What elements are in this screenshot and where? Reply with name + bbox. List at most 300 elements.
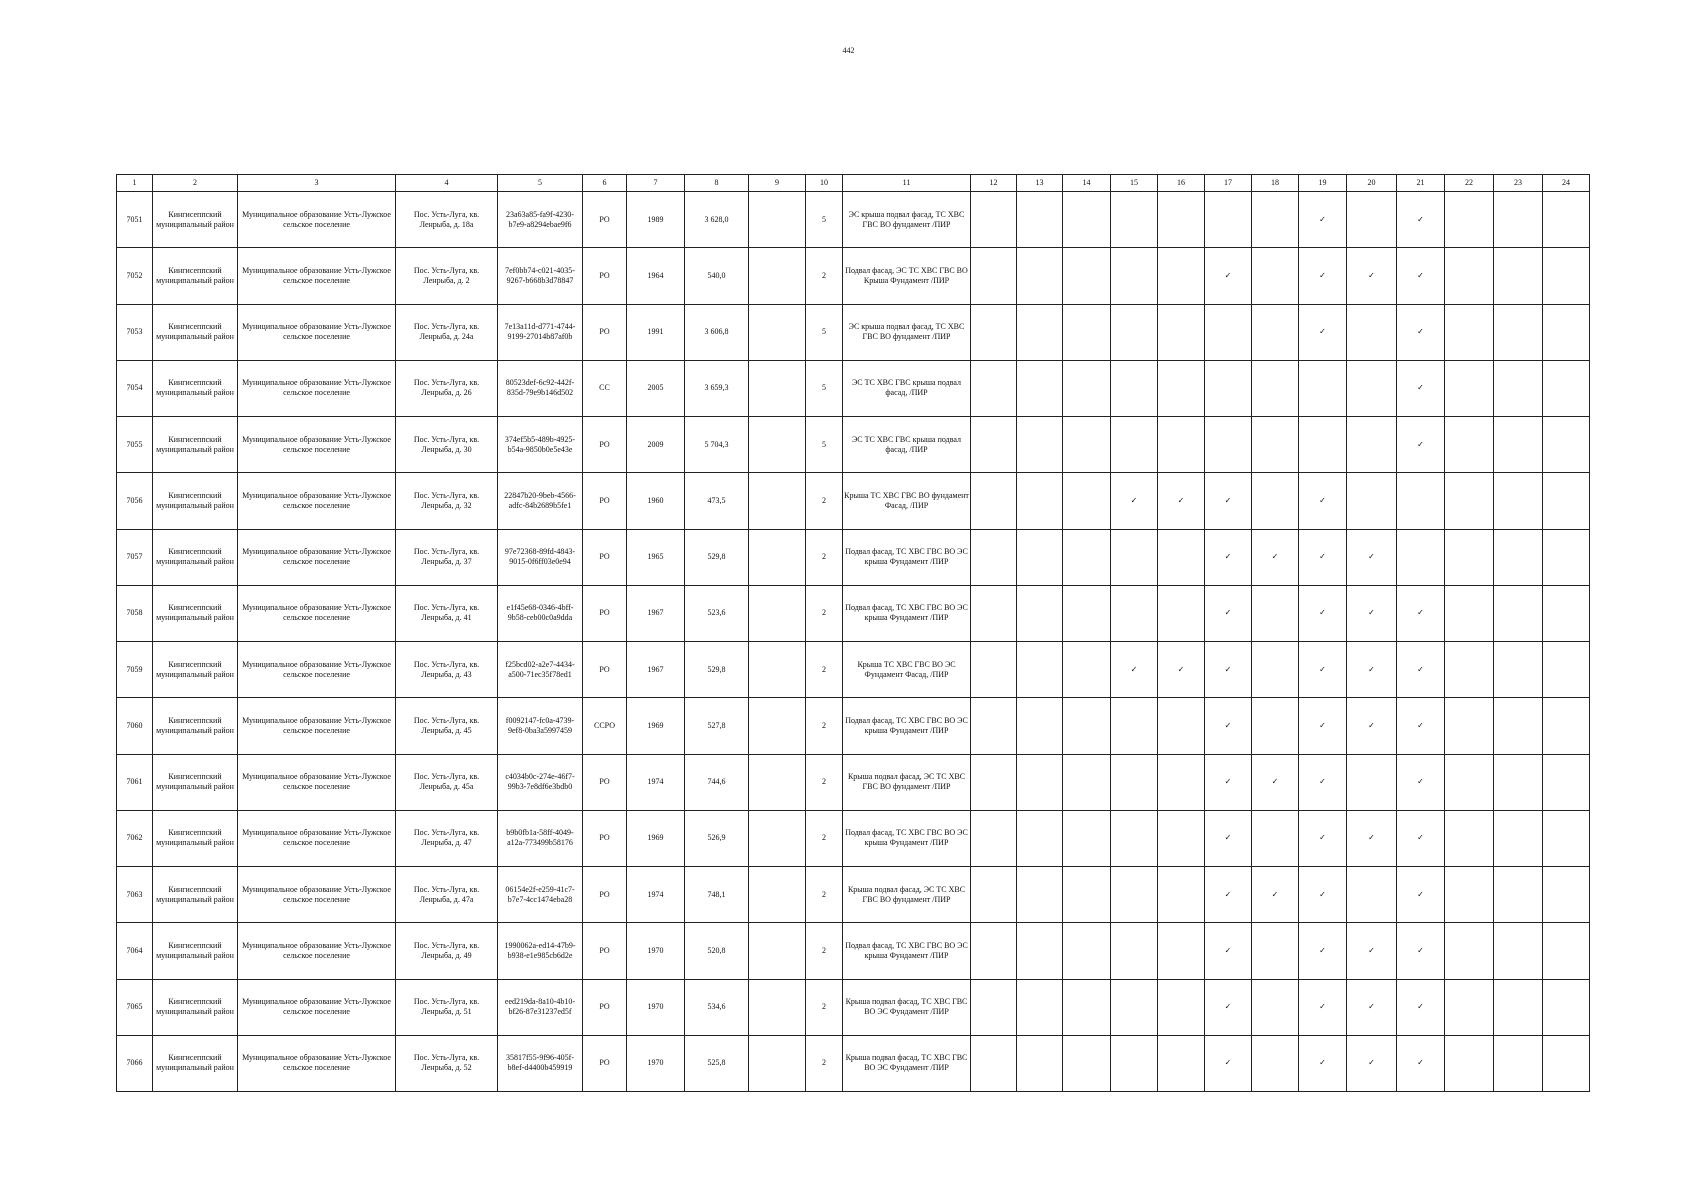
column-19-cell xyxy=(1299,529,1347,585)
column-21-cell xyxy=(1397,585,1445,641)
column-20-cell xyxy=(1347,979,1397,1035)
guid-cell: 35817f55-9f96-405f-b8ef-d4400b459919 xyxy=(498,1035,583,1091)
row-number-cell: 7058 xyxy=(117,585,153,641)
check-mark-icon: ✓ xyxy=(1368,720,1375,730)
district-cell: Кингисеппский муниципальный район xyxy=(153,529,238,585)
row-number-cell: 7064 xyxy=(117,923,153,979)
district-cell: Кингисеппский муниципальный район xyxy=(153,754,238,810)
column-24-cell xyxy=(1543,192,1590,248)
column-23-cell xyxy=(1494,473,1543,529)
works-cell: Крыша ТС ХВС ГВС ВО фундамент Фасад, /ПИР xyxy=(843,473,971,529)
works-cell: Крыша подвал фасад, ТС ХВС ГВС ВО ЭС Фундамент /ПИР xyxy=(843,979,971,1035)
works-cell: Подвал фасад, ТС ХВС ГВС ВО ЭС крыша Фундамент /ПИР xyxy=(843,698,971,754)
column-18-cell xyxy=(1252,754,1299,810)
column-13-cell xyxy=(1017,1035,1063,1091)
column-14-cell xyxy=(1063,529,1111,585)
data-table xyxy=(116,174,1590,1092)
column-22-cell xyxy=(1445,979,1494,1035)
year-cell: 1969 xyxy=(627,698,685,754)
column-9-cell xyxy=(749,754,806,810)
works-cell: Подвал фасад, ТС ХВС ГВС ВО ЭС крыша Фундамент /ПИР xyxy=(843,923,971,979)
column-24-cell xyxy=(1543,248,1590,304)
column-15-cell xyxy=(1111,192,1158,248)
column-19-cell xyxy=(1299,1035,1347,1091)
check-mark-icon: ✓ xyxy=(1319,1002,1326,1012)
column-12-cell xyxy=(971,304,1017,360)
column-9-cell xyxy=(749,417,806,473)
column-23-cell xyxy=(1494,642,1543,698)
floors-cell: 2 xyxy=(806,642,843,698)
works-cell: Подвал фасад, ТС ХВС ГВС ВО ЭС крыша Фундамент /ПИР xyxy=(843,810,971,866)
column-18-cell xyxy=(1252,417,1299,473)
ownership-cell: РО xyxy=(583,867,627,923)
column-16-cell xyxy=(1158,192,1205,248)
year-cell: 1964 xyxy=(627,248,685,304)
check-mark-icon: ✓ xyxy=(1224,1058,1232,1068)
area-cell: 5 704,3 xyxy=(685,417,749,473)
check-mark-icon: ✓ xyxy=(1417,777,1424,787)
column-24-cell xyxy=(1543,979,1590,1035)
column-header: 18 xyxy=(1252,175,1299,192)
column-18-cell xyxy=(1252,473,1299,529)
municipality-cell: Муниципальное образование Усть-Лужское сельское поселение xyxy=(238,810,396,866)
column-15-cell xyxy=(1111,473,1158,529)
column-21-cell xyxy=(1397,923,1445,979)
column-9-cell xyxy=(749,867,806,923)
check-mark-icon: ✓ xyxy=(1417,945,1424,955)
floors-cell: 2 xyxy=(806,585,843,641)
column-22-cell xyxy=(1445,698,1494,754)
floors-cell: 2 xyxy=(806,698,843,754)
table-row xyxy=(117,585,1590,641)
column-header: 17 xyxy=(1205,175,1252,192)
column-header: 20 xyxy=(1347,175,1397,192)
works-cell: Крыша подвал фасад, ЭС ТС ХВС ГВС ВО фундамент /ПИР xyxy=(843,754,971,810)
column-9-cell xyxy=(749,1035,806,1091)
check-mark-icon: ✓ xyxy=(1319,833,1326,843)
column-24-cell xyxy=(1543,473,1590,529)
column-22-cell xyxy=(1445,585,1494,641)
column-header: 21 xyxy=(1397,175,1445,192)
column-12-cell xyxy=(971,923,1017,979)
column-20-cell xyxy=(1347,810,1397,866)
column-20-cell xyxy=(1347,754,1397,810)
address-cell: Пос. Усть-Луга, кв. Ленрыба, д. 47 xyxy=(396,810,498,866)
ownership-cell: РО xyxy=(583,585,627,641)
column-17-cell xyxy=(1205,642,1252,698)
check-mark-icon: ✓ xyxy=(1130,495,1138,505)
column-22-cell xyxy=(1445,810,1494,866)
address-cell: Пос. Усть-Луга, кв. Ленрыба, д. 37 xyxy=(396,529,498,585)
address-cell: Пос. Усть-Луга, кв. Ленрыба, д. 41 xyxy=(396,585,498,641)
column-23-cell xyxy=(1494,192,1543,248)
column-21-cell xyxy=(1397,642,1445,698)
column-16-cell xyxy=(1158,1035,1205,1091)
year-cell: 1967 xyxy=(627,642,685,698)
address-cell: Пос. Усть-Луга, кв. Ленрыба, д. 43 xyxy=(396,642,498,698)
column-14-cell xyxy=(1063,1035,1111,1091)
column-19-cell xyxy=(1299,810,1347,866)
column-header: 3 xyxy=(238,175,396,192)
ownership-cell: РО xyxy=(583,192,627,248)
column-22-cell xyxy=(1445,754,1494,810)
year-cell: 1967 xyxy=(627,585,685,641)
column-13-cell xyxy=(1017,529,1063,585)
column-17-cell xyxy=(1205,979,1252,1035)
address-cell: Пос. Усть-Луга, кв. Ленрыба, д. 24а xyxy=(396,304,498,360)
area-cell: 526,9 xyxy=(685,810,749,866)
column-16-cell xyxy=(1158,529,1205,585)
works-cell: ЭС крыша подвал фасад, ТС ХВС ГВС ВО фундамент /ПИР xyxy=(843,192,971,248)
column-17-cell xyxy=(1205,810,1252,866)
guid-cell: 97e72368-89fd-4843-9015-0f6ff03e0e94 xyxy=(498,529,583,585)
district-cell: Кингисеппский муниципальный район xyxy=(153,979,238,1035)
column-13-cell xyxy=(1017,754,1063,810)
column-12-cell xyxy=(971,192,1017,248)
column-9-cell xyxy=(749,585,806,641)
guid-cell: b9b0fb1a-58ff-4049-a12a-773499b58176 xyxy=(498,810,583,866)
column-header: 14 xyxy=(1063,175,1111,192)
column-15-cell xyxy=(1111,417,1158,473)
check-mark-icon: ✓ xyxy=(1417,270,1424,280)
year-cell: 1970 xyxy=(627,979,685,1035)
column-12-cell xyxy=(971,473,1017,529)
area-cell: 540,0 xyxy=(685,248,749,304)
column-17-cell xyxy=(1205,867,1252,923)
column-13-cell xyxy=(1017,867,1063,923)
column-19-cell xyxy=(1299,585,1347,641)
column-13-cell xyxy=(1017,923,1063,979)
column-22-cell xyxy=(1445,867,1494,923)
column-9-cell xyxy=(749,529,806,585)
column-21-cell xyxy=(1397,754,1445,810)
area-cell: 3 628,0 xyxy=(685,192,749,248)
check-mark-icon: ✓ xyxy=(1224,889,1232,899)
column-15-cell xyxy=(1111,360,1158,416)
column-header: 6 xyxy=(583,175,627,192)
column-9-cell xyxy=(749,473,806,529)
works-cell: ЭС ТС ХВС ГВС крыша подвал фасад, /ПИР xyxy=(843,360,971,416)
column-19-cell xyxy=(1299,473,1347,529)
district-cell: Кингисеппский муниципальный район xyxy=(153,698,238,754)
row-number-cell: 7060 xyxy=(117,698,153,754)
column-19-cell xyxy=(1299,698,1347,754)
column-20-cell xyxy=(1347,473,1397,529)
column-14-cell xyxy=(1063,754,1111,810)
table-row xyxy=(117,248,1590,304)
column-13-cell xyxy=(1017,810,1063,866)
check-mark-icon: ✓ xyxy=(1224,1002,1232,1012)
column-23-cell xyxy=(1494,417,1543,473)
column-14-cell xyxy=(1063,979,1111,1035)
ownership-cell: РО xyxy=(583,473,627,529)
column-18-cell xyxy=(1252,810,1299,866)
check-mark-icon: ✓ xyxy=(1319,552,1326,562)
column-16-cell xyxy=(1158,360,1205,416)
column-18-cell xyxy=(1252,642,1299,698)
column-18-cell xyxy=(1252,304,1299,360)
works-cell: Крыша подвал фасад, ТС ХВС ГВС ВО ЭС Фундамент /ПИР xyxy=(843,1035,971,1091)
municipality-cell: Муниципальное образование Усть-Лужское сельское поселение xyxy=(238,754,396,810)
column-header: 7 xyxy=(627,175,685,192)
floors-cell: 2 xyxy=(806,529,843,585)
column-23-cell xyxy=(1494,360,1543,416)
column-18-cell xyxy=(1252,360,1299,416)
column-15-cell xyxy=(1111,248,1158,304)
column-20-cell xyxy=(1347,1035,1397,1091)
check-mark-icon: ✓ xyxy=(1319,720,1326,730)
column-21-cell xyxy=(1397,417,1445,473)
check-mark-icon: ✓ xyxy=(1319,495,1326,505)
column-16-cell xyxy=(1158,304,1205,360)
column-21-cell xyxy=(1397,473,1445,529)
municipality-cell: Муниципальное образование Усть-Лужское сельское поселение xyxy=(238,248,396,304)
guid-cell: 7ef0bb74-c021-4035-9267-b668b3d78847 xyxy=(498,248,583,304)
column-21-cell xyxy=(1397,1035,1445,1091)
column-15-cell xyxy=(1111,304,1158,360)
column-24-cell xyxy=(1543,698,1590,754)
column-18-cell xyxy=(1252,867,1299,923)
row-number-cell: 7066 xyxy=(117,1035,153,1091)
column-13-cell xyxy=(1017,642,1063,698)
municipality-cell: Муниципальное образование Усть-Лужское сельское поселение xyxy=(238,360,396,416)
column-13-cell xyxy=(1017,248,1063,304)
table-row xyxy=(117,360,1590,416)
column-16-cell xyxy=(1158,642,1205,698)
column-23-cell xyxy=(1494,923,1543,979)
column-12-cell xyxy=(971,867,1017,923)
floors-cell: 2 xyxy=(806,1035,843,1091)
column-9-cell xyxy=(749,304,806,360)
column-15-cell xyxy=(1111,810,1158,866)
column-14-cell xyxy=(1063,192,1111,248)
guid-cell: e1f45e68-0346-4bff-9b58-ceb00c0a9dda xyxy=(498,585,583,641)
check-mark-icon: ✓ xyxy=(1271,552,1279,562)
column-13-cell xyxy=(1017,979,1063,1035)
column-12-cell xyxy=(971,810,1017,866)
column-20-cell xyxy=(1347,923,1397,979)
column-header: 22 xyxy=(1445,175,1494,192)
guid-cell: 23a63a85-fa9f-4230-b7e9-a8294ebae9f6 xyxy=(498,192,583,248)
ownership-cell: РО xyxy=(583,754,627,810)
column-17-cell xyxy=(1205,1035,1252,1091)
ownership-cell: СС xyxy=(583,360,627,416)
guid-cell: 06154e2f-e259-41c7-b7e7-4cc1474eba28 xyxy=(498,867,583,923)
column-15-cell xyxy=(1111,1035,1158,1091)
floors-cell: 5 xyxy=(806,304,843,360)
column-24-cell xyxy=(1543,867,1590,923)
column-22-cell xyxy=(1445,473,1494,529)
column-14-cell xyxy=(1063,304,1111,360)
column-17-cell xyxy=(1205,698,1252,754)
column-13-cell xyxy=(1017,192,1063,248)
municipality-cell: Муниципальное образование Усть-Лужское сельское поселение xyxy=(238,698,396,754)
floors-cell: 2 xyxy=(806,754,843,810)
check-mark-icon: ✓ xyxy=(1368,1002,1375,1012)
ownership-cell: ССРО xyxy=(583,698,627,754)
column-17-cell xyxy=(1205,585,1252,641)
table-row xyxy=(117,754,1590,810)
column-21-cell xyxy=(1397,360,1445,416)
table-row xyxy=(117,417,1590,473)
year-cell: 1969 xyxy=(627,810,685,866)
column-9-cell xyxy=(749,979,806,1035)
district-cell: Кингисеппский муниципальный район xyxy=(153,585,238,641)
column-13-cell xyxy=(1017,473,1063,529)
column-20-cell xyxy=(1347,867,1397,923)
column-9-cell xyxy=(749,698,806,754)
column-13-cell xyxy=(1017,698,1063,754)
check-mark-icon: ✓ xyxy=(1417,327,1424,337)
check-mark-icon: ✓ xyxy=(1319,664,1326,674)
floors-cell: 2 xyxy=(806,923,843,979)
address-cell: Пос. Усть-Луга, кв. Ленрыба, д. 51 xyxy=(396,979,498,1035)
area-cell: 3 606,8 xyxy=(685,304,749,360)
ownership-cell: РО xyxy=(583,642,627,698)
column-18-cell xyxy=(1252,923,1299,979)
address-cell: Пос. Усть-Луга, кв. Ленрыба, д. 52 xyxy=(396,1035,498,1091)
column-21-cell xyxy=(1397,192,1445,248)
column-17-cell xyxy=(1205,304,1252,360)
district-cell: Кингисеппский муниципальный район xyxy=(153,642,238,698)
column-16-cell xyxy=(1158,698,1205,754)
column-17-cell xyxy=(1205,417,1252,473)
column-14-cell xyxy=(1063,248,1111,304)
municipality-cell: Муниципальное образование Усть-Лужское сельское поселение xyxy=(238,1035,396,1091)
works-cell: Подвал фасад, ЭС ТС ХВС ГВС ВО Крыша Фундамент /ПИР xyxy=(843,248,971,304)
year-cell: 1974 xyxy=(627,754,685,810)
check-mark-icon: ✓ xyxy=(1319,270,1326,280)
municipality-cell: Муниципальное образование Усть-Лужское сельское поселение xyxy=(238,417,396,473)
check-mark-icon: ✓ xyxy=(1417,889,1424,899)
column-12-cell xyxy=(971,417,1017,473)
column-19-cell xyxy=(1299,923,1347,979)
area-cell: 523,6 xyxy=(685,585,749,641)
row-number-cell: 7065 xyxy=(117,979,153,1035)
column-9-cell xyxy=(749,810,806,866)
column-14-cell xyxy=(1063,473,1111,529)
column-18-cell xyxy=(1252,979,1299,1035)
column-24-cell xyxy=(1543,1035,1590,1091)
column-24-cell xyxy=(1543,529,1590,585)
check-mark-icon: ✓ xyxy=(1368,945,1375,955)
column-23-cell xyxy=(1494,810,1543,866)
column-22-cell xyxy=(1445,248,1494,304)
column-22-cell xyxy=(1445,360,1494,416)
column-22-cell xyxy=(1445,304,1494,360)
column-24-cell xyxy=(1543,810,1590,866)
municipality-cell: Муниципальное образование Усть-Лужское сельское поселение xyxy=(238,867,396,923)
row-number-cell: 7051 xyxy=(117,192,153,248)
column-20-cell xyxy=(1347,529,1397,585)
area-cell: 520,8 xyxy=(685,923,749,979)
check-mark-icon: ✓ xyxy=(1177,664,1185,674)
column-15-cell xyxy=(1111,585,1158,641)
check-mark-icon: ✓ xyxy=(1368,833,1375,843)
ownership-cell: РО xyxy=(583,248,627,304)
row-number-cell: 7059 xyxy=(117,642,153,698)
check-mark-icon: ✓ xyxy=(1368,1058,1375,1068)
guid-cell: f0092147-fc0a-4739-9ef8-0ba3a5997459 xyxy=(498,698,583,754)
check-mark-icon: ✓ xyxy=(1417,439,1424,449)
check-mark-icon: ✓ xyxy=(1417,1002,1424,1012)
floors-cell: 5 xyxy=(806,360,843,416)
column-16-cell xyxy=(1158,810,1205,866)
check-mark-icon: ✓ xyxy=(1368,664,1375,674)
column-15-cell xyxy=(1111,923,1158,979)
column-18-cell xyxy=(1252,585,1299,641)
table-row xyxy=(117,304,1590,360)
column-16-cell xyxy=(1158,248,1205,304)
floors-cell: 5 xyxy=(806,192,843,248)
floors-cell: 5 xyxy=(806,417,843,473)
column-18-cell xyxy=(1252,1035,1299,1091)
column-17-cell xyxy=(1205,192,1252,248)
year-cell: 1960 xyxy=(627,473,685,529)
table-row xyxy=(117,473,1590,529)
column-17-cell xyxy=(1205,754,1252,810)
column-15-cell xyxy=(1111,754,1158,810)
column-18-cell xyxy=(1252,192,1299,248)
column-15-cell xyxy=(1111,867,1158,923)
column-21-cell xyxy=(1397,867,1445,923)
column-9-cell xyxy=(749,248,806,304)
column-header: 10 xyxy=(806,175,843,192)
column-19-cell xyxy=(1299,248,1347,304)
check-mark-icon: ✓ xyxy=(1368,552,1375,562)
row-number-cell: 7061 xyxy=(117,754,153,810)
municipality-cell: Муниципальное образование Усть-Лужское сельское поселение xyxy=(238,304,396,360)
area-cell: 525,8 xyxy=(685,1035,749,1091)
check-mark-icon: ✓ xyxy=(1271,777,1279,787)
column-21-cell xyxy=(1397,304,1445,360)
area-cell: 529,8 xyxy=(685,529,749,585)
municipality-cell: Муниципальное образование Усть-Лужское сельское поселение xyxy=(238,585,396,641)
district-cell: Кингисеппский муниципальный район xyxy=(153,923,238,979)
check-mark-icon: ✓ xyxy=(1417,664,1424,674)
column-19-cell xyxy=(1299,754,1347,810)
column-19-cell xyxy=(1299,417,1347,473)
column-header: 8 xyxy=(685,175,749,192)
municipality-cell: Муниципальное образование Усть-Лужское сельское поселение xyxy=(238,979,396,1035)
column-23-cell xyxy=(1494,529,1543,585)
row-number-cell: 7054 xyxy=(117,360,153,416)
column-12-cell xyxy=(971,979,1017,1035)
column-header: 4 xyxy=(396,175,498,192)
column-20-cell xyxy=(1347,698,1397,754)
check-mark-icon: ✓ xyxy=(1319,327,1326,337)
works-cell: ЭС крыша подвал фасад, ТС ХВС ГВС ВО фундамент /ПИР xyxy=(843,304,971,360)
column-24-cell xyxy=(1543,642,1590,698)
column-12-cell xyxy=(971,360,1017,416)
column-16-cell xyxy=(1158,754,1205,810)
column-21-cell xyxy=(1397,529,1445,585)
table-row xyxy=(117,192,1590,248)
row-number-cell: 7062 xyxy=(117,810,153,866)
column-21-cell xyxy=(1397,698,1445,754)
row-number-cell: 7056 xyxy=(117,473,153,529)
ownership-cell: РО xyxy=(583,810,627,866)
column-19-cell xyxy=(1299,360,1347,416)
works-cell: Подвал фасад, ТС ХВС ГВС ВО ЭС крыша Фундамент /ПИР xyxy=(843,529,971,585)
address-cell: Пос. Усть-Луга, кв. Ленрыба, д. 45 xyxy=(396,698,498,754)
column-header: 12 xyxy=(971,175,1017,192)
column-20-cell xyxy=(1347,248,1397,304)
column-23-cell xyxy=(1494,1035,1543,1091)
column-23-cell xyxy=(1494,698,1543,754)
column-12-cell xyxy=(971,698,1017,754)
column-12-cell xyxy=(971,585,1017,641)
